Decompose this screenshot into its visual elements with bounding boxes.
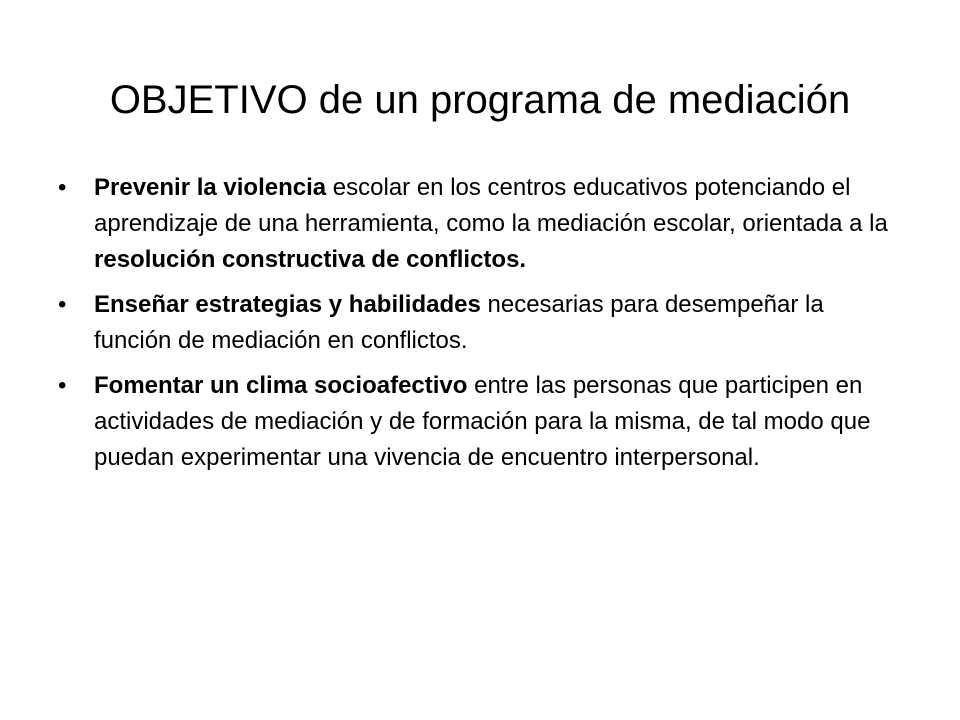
bullet-item — [58, 170, 898, 278]
bullet-text: escolar en los centros educativos potenciando el aprendizaje de una herramienta, como la mediación escolar, orientada a la — [94, 174, 888, 237]
bullet-item — [58, 368, 898, 476]
slide-title: OBJETIVO de un programa de mediación — [109, 78, 851, 122]
bullet-text: necesarias para desempeñar la función de mediación en conflictos. — [94, 291, 824, 354]
bullet-emphasis: Fomentar un clima socioafectivo — [94, 372, 468, 399]
bullet-icon: • — [58, 372, 67, 399]
bullet-list — [58, 170, 898, 485]
bullet-emphasis: Enseñar estrategias y habilidades — [94, 291, 481, 318]
bullet-text: entre las personas que participen en actividades de mediación y de formación para la misma, de tal modo que puedan experimentar una vivencia de encuentro interpersonal. — [94, 372, 871, 471]
bullet-icon: • — [58, 291, 67, 318]
bullet-emphasis: resolución constructiva de conflictos. — [94, 246, 527, 273]
bullet-item — [58, 287, 898, 359]
bullet-icon: • — [58, 174, 67, 201]
bullet-emphasis: Prevenir la violencia — [94, 174, 327, 201]
